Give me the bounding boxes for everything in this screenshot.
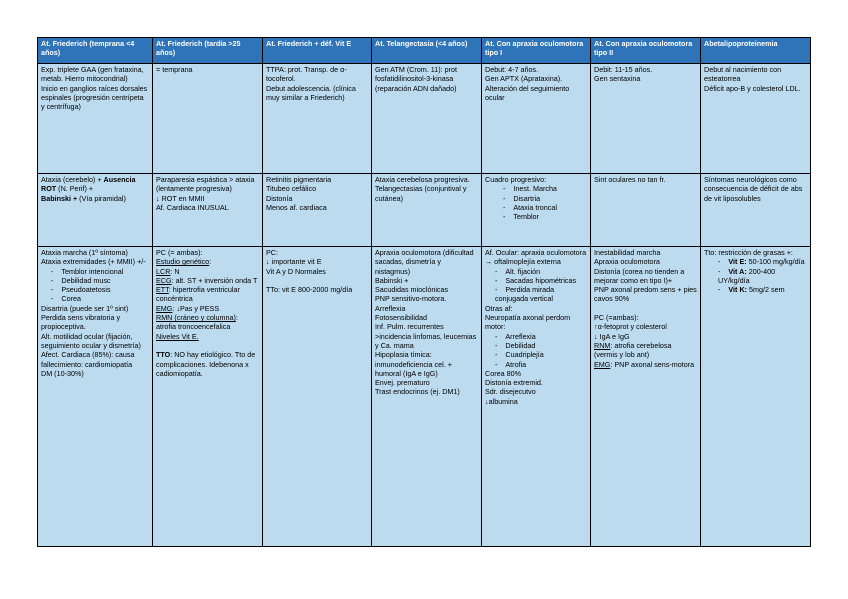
- cell-line: Apraxia oculomotora: [594, 257, 660, 267]
- cell-line: Trast endocrinos (ej. DM1): [375, 387, 460, 397]
- bullet-label: Debilidad musc: [61, 275, 111, 285]
- cell-line: Niveles Vit E.: [156, 331, 199, 341]
- bullet-item: [41, 267, 149, 276]
- cell-line: DM (10-30%): [41, 368, 84, 378]
- bullet-label: Arreflexia: [505, 331, 536, 341]
- cell-line: Sacudidas mioclónicas: [375, 285, 449, 295]
- header-abetalipoproteinemia: Abetalipoproteinemia: [701, 38, 811, 64]
- cell-text: : PNP axonal sens-motora: [610, 359, 695, 369]
- dash-bullet: -: [51, 266, 62, 276]
- cell-line: Babinski +: [375, 275, 409, 285]
- cell-text: : ↓Pas y PESS: [172, 303, 220, 313]
- table-cell: [372, 247, 482, 547]
- dash-bullet: -: [495, 275, 506, 285]
- cell-line: Distonía: [266, 193, 293, 203]
- cell-line: Cuadro progresivo:: [485, 175, 547, 184]
- vitamin-dose: 200-400 UY/kg/día: [718, 266, 778, 285]
- underlined-term: RMN (cráneo y columna): [156, 313, 236, 323]
- spacer: [266, 276, 368, 285]
- underlined-term: EMG: [156, 303, 173, 313]
- dash-bullet: -: [51, 294, 62, 304]
- cell-line: Menos af. cardiaca: [266, 202, 327, 212]
- table-cell: [372, 174, 482, 247]
- bullet-item: [485, 350, 587, 359]
- cell-line: Exp. triplete GAA (gen frataxina, metab. Hierro mitocondrial): [41, 65, 146, 84]
- cell-line: Telangectasias (conjuntival y cutánea): [375, 184, 469, 203]
- cell-line: TTo: vit E 800-2000 mg/día: [266, 285, 353, 295]
- cell-line: Disartria (puede ser 1º sint): [41, 303, 129, 313]
- dash-bullet: -: [718, 285, 729, 295]
- table-cell: [591, 174, 701, 247]
- cell-text: : N: [170, 266, 180, 276]
- dash-bullet: -: [503, 202, 514, 212]
- cell-line: Síntomas neurológicos como consecuencia de déficit de abs de vit liposolubles: [704, 175, 805, 203]
- cell-line: PC (=ambas):: [594, 313, 639, 323]
- dash-bullet: -: [495, 266, 506, 276]
- cell-line: Otras af:: [485, 303, 513, 313]
- dash-bullet: -: [495, 350, 506, 360]
- table-row: [38, 174, 811, 247]
- bullet-item: [704, 267, 807, 286]
- bullet-item: [485, 194, 587, 203]
- cell-line: ↓albumina: [485, 396, 518, 406]
- table-cell: [482, 64, 591, 174]
- cell-line: = temprana: [156, 65, 193, 74]
- bullet-label: Cuadriplejía: [505, 350, 544, 360]
- cell-line: Sint oculares no tan fr.: [594, 175, 666, 184]
- bullet-label: Debilidad: [505, 340, 536, 350]
- cell-line: Envej. prematuro: [375, 378, 430, 388]
- bullet-label: Pseudoatetosis: [61, 285, 111, 295]
- cell-line: Afect. Cardiaca (85%): causa fallecimiento: cardiomiopatía: [41, 350, 137, 369]
- underlined-term: ECG: [156, 275, 172, 285]
- cell-line: ↓ ROT en MMII: [156, 193, 205, 203]
- cell-line: Babinski +: [41, 193, 78, 203]
- cell-line: Titubeo cefálico: [266, 184, 317, 194]
- table-cell: [263, 64, 372, 174]
- cell-line: [156, 257, 259, 266]
- cell-line: Gen ATM (Crom. 11): prot fosfatidilinositol-3-kinasa (reparación ADN dañado): [375, 65, 460, 93]
- header-friederich-temprana: At. Friederich (temprana <4 años): [38, 38, 153, 64]
- table-cell: [701, 64, 811, 174]
- cell-line: Debut al nacimiento con esteatorrea: [704, 65, 784, 84]
- bullet-item: [41, 276, 149, 285]
- bullet-label: Perdida mirada conjugada vertical: [495, 285, 557, 304]
- cell-line: Gen sentaxina: [594, 74, 641, 84]
- cell-line: Af. Ocular: apraxia oculomotora → oftalmoplejía externa: [485, 248, 589, 267]
- table-cell: [38, 247, 153, 547]
- table-cell: [263, 247, 372, 547]
- bullet-label: Inest. Marcha: [513, 184, 557, 194]
- vitamin-label: Vit E:: [728, 257, 747, 267]
- cell-line: PNP sensitivo-motora. Arreflexia: [375, 294, 448, 313]
- bullet-item: [485, 285, 587, 304]
- bullet-item: [485, 360, 587, 369]
- vitamin-dose: 50-100 mg/kg/día: [748, 257, 805, 267]
- vitamin-dose: 5mg/2 sem: [749, 285, 785, 295]
- cell-line: ↑α-fetoprot y colesterol: [594, 322, 667, 332]
- spacer: [594, 304, 697, 313]
- table-cell: [263, 174, 372, 247]
- dash-bullet: -: [718, 266, 729, 276]
- cell-line: Vit A y D Normales: [266, 266, 326, 276]
- bullet-item: [485, 212, 587, 221]
- spacer: [156, 341, 259, 350]
- cell-line: Paraparesia espástica > ataxia (lentamente progresiva): [156, 175, 257, 194]
- table-row: [38, 247, 811, 547]
- cell-line: Inf. Pulm. recurrentes: [375, 322, 444, 332]
- bullet-label: Temblor: [513, 212, 539, 222]
- comparison-table: [37, 37, 811, 547]
- cell-line: Debut adolescencia. (clínica muy similar a Friederich): [266, 83, 358, 102]
- bold-term: TTO: [156, 350, 171, 360]
- cell-line: Af. Cardiaca INUSUAL: [156, 202, 229, 212]
- cell-text: : alt. ST + inversión onda T: [171, 275, 258, 285]
- cell-text: : hipertrofia ventricular concéntrica: [156, 285, 242, 304]
- bullet-item: [41, 294, 149, 303]
- table-cell: [591, 247, 701, 547]
- dash-bullet: -: [495, 285, 506, 295]
- underlined-term: LCR: [156, 266, 171, 276]
- cell-line: Inicio en ganglios raíces dorsales espinales (progresión centrípeta y centrífuga): [41, 83, 150, 112]
- header-apraxia-tipo-2: At. Con apraxia oculomotora tipo II: [591, 38, 701, 64]
- cell-line: Retinitis pigmentaria: [266, 175, 332, 184]
- table-cell: [153, 247, 263, 547]
- table-cell: [701, 247, 811, 547]
- vitamin-label: Vit K:: [728, 285, 748, 295]
- dash-bullet: -: [718, 257, 729, 267]
- cell-line: Distonía (corea no tienden a mejorar como en tipo I)+: [594, 266, 687, 285]
- cell-line: Ataxia extremidades (+ MMII) +/-: [41, 257, 146, 267]
- cell-line: [156, 313, 259, 332]
- cell-line: Debit: 11-15 años.: [594, 65, 653, 74]
- underlined-term: Estudio genético: [156, 257, 210, 267]
- cell-line: [594, 341, 697, 360]
- underlined-term: ETT: [156, 285, 169, 295]
- cell-line: Neuropatía axonal perdom motor:: [485, 313, 573, 332]
- bullet-item: [485, 267, 587, 276]
- cell-text: :: [209, 257, 212, 267]
- cell-line: Ataxia marcha (1º síntoma): [41, 248, 128, 257]
- bullet-label: Atrofia: [505, 359, 527, 369]
- cell-line: Hipoplasia tímica: inmunodeficiencia cel. + humoral (IgA e IgG): [375, 350, 454, 378]
- cell-line: [594, 360, 697, 369]
- dash-bullet: -: [495, 340, 506, 350]
- cell-line: Ataxia (cerebelo) +: [41, 175, 102, 184]
- cell-line: Ataxia cerebelosa progresiva.: [375, 175, 470, 184]
- header-row: [38, 38, 811, 64]
- cell-line: ↓ importante vit E: [266, 257, 322, 267]
- cell-line: Déficit apo-B y colesterol LDL.: [704, 83, 801, 93]
- cell-line: Perdida sens vibratoria y propioceptiva.: [41, 313, 123, 332]
- cell-line: Corea 80%: [485, 368, 521, 378]
- bullet-item: [485, 341, 587, 350]
- dash-bullet: -: [495, 331, 506, 341]
- bullet-label: Corea: [61, 294, 81, 304]
- cell-line: Inestabilidad marcha: [594, 248, 661, 257]
- cell-line: (N. Perif) +: [58, 184, 94, 194]
- cell-line: Alt. motilidad ocular (fijación, seguimiento ocular y dismetría): [41, 331, 141, 350]
- cell-line: [156, 267, 259, 276]
- cell-line: [156, 304, 259, 313]
- bullet-item: [485, 203, 587, 212]
- dash-bullet: -: [495, 359, 506, 369]
- cell-line: [156, 276, 259, 285]
- cell-line: ↓ IgA e IgG: [594, 331, 630, 341]
- dash-bullet: -: [51, 285, 62, 295]
- table-cell: [482, 174, 591, 247]
- cell-line: [156, 285, 259, 304]
- cell-line: TTPA: prot. Transp. de α-tocoferol.: [266, 65, 347, 84]
- dash-bullet: -: [503, 193, 514, 203]
- bullet-item: [704, 285, 807, 294]
- bullet-label: Alt. fijación: [505, 266, 541, 276]
- cell-line: PNP axonal predom sens + pies cavos 90%: [594, 285, 699, 304]
- bullet-label: Disartria: [513, 193, 541, 203]
- cell-line: [156, 350, 259, 378]
- bullet-item: [485, 332, 587, 341]
- cell-text: : NO hay etiológico. Tto de complicaciones. Idebenona x cadiomiopatía.: [156, 350, 258, 378]
- cell-line: Fotosensibilidad: [375, 313, 427, 323]
- bullet-label: Temblor intencional: [61, 266, 124, 276]
- bullet-item: [41, 285, 149, 294]
- bullet-item: [485, 276, 587, 285]
- cell-line: PC (= ambas):: [156, 248, 203, 257]
- dash-bullet: -: [503, 212, 514, 222]
- bullet-item: [704, 257, 807, 266]
- cell-line: Alteración del seguimiento ocular: [485, 83, 572, 102]
- header-telangectasia: At. Telangectasia (<4 años): [372, 38, 482, 64]
- underlined-term: EMG: [594, 359, 611, 369]
- cell-line: Gen APTX (Aprataxina).: [485, 74, 563, 84]
- cell-line: Debut: 4-7 años.: [485, 65, 539, 74]
- table-cell: [482, 247, 591, 547]
- table-cell: [153, 64, 263, 174]
- table-cell: [591, 64, 701, 174]
- cell-line: Ausencia ROT: [41, 175, 136, 194]
- table-cell: [38, 64, 153, 174]
- table-cell: [701, 174, 811, 247]
- cell-line: PC:: [266, 248, 278, 257]
- dash-bullet: -: [51, 275, 62, 285]
- bullet-item: [485, 184, 587, 193]
- cell-line: Sdr. disejecutvo: [485, 387, 536, 397]
- header-friederich-vit-e: At. Friederich + déf. Vit E: [263, 38, 372, 64]
- table-cell: [153, 174, 263, 247]
- bullet-label: Ataxia troncal: [513, 202, 557, 212]
- table-row: [38, 64, 811, 174]
- cell-line: >incidencia linfomas, leucemias y Ca. mama: [375, 331, 479, 350]
- bullet-label: Sacadas hipométricas: [505, 275, 577, 285]
- table-cell: [38, 174, 153, 247]
- cell-line: (Vía piramidal): [79, 193, 126, 203]
- underlined-term: RNM: [594, 340, 611, 350]
- cell-line: Tto: restricción de grasas +:: [704, 248, 793, 257]
- cell-line: Apraxia oculomotora (dificultad sacadas, dismetría y nistagmus): [375, 248, 476, 276]
- header-apraxia-tipo-1: At. Con apraxia oculomotora tipo I: [482, 38, 591, 64]
- cell-line: Distonía extremid.: [485, 378, 543, 388]
- cell-text: : atrofia troncoencefalica: [156, 313, 240, 332]
- header-friederich-tardia: At. Friederich (tardía >25 años): [153, 38, 263, 64]
- table-cell: [372, 64, 482, 174]
- vitamin-label: Vit A:: [728, 266, 747, 276]
- cell-text: : atrofia cerebelosa (vermis y lob ant): [594, 340, 674, 360]
- dash-bullet: -: [503, 184, 514, 194]
